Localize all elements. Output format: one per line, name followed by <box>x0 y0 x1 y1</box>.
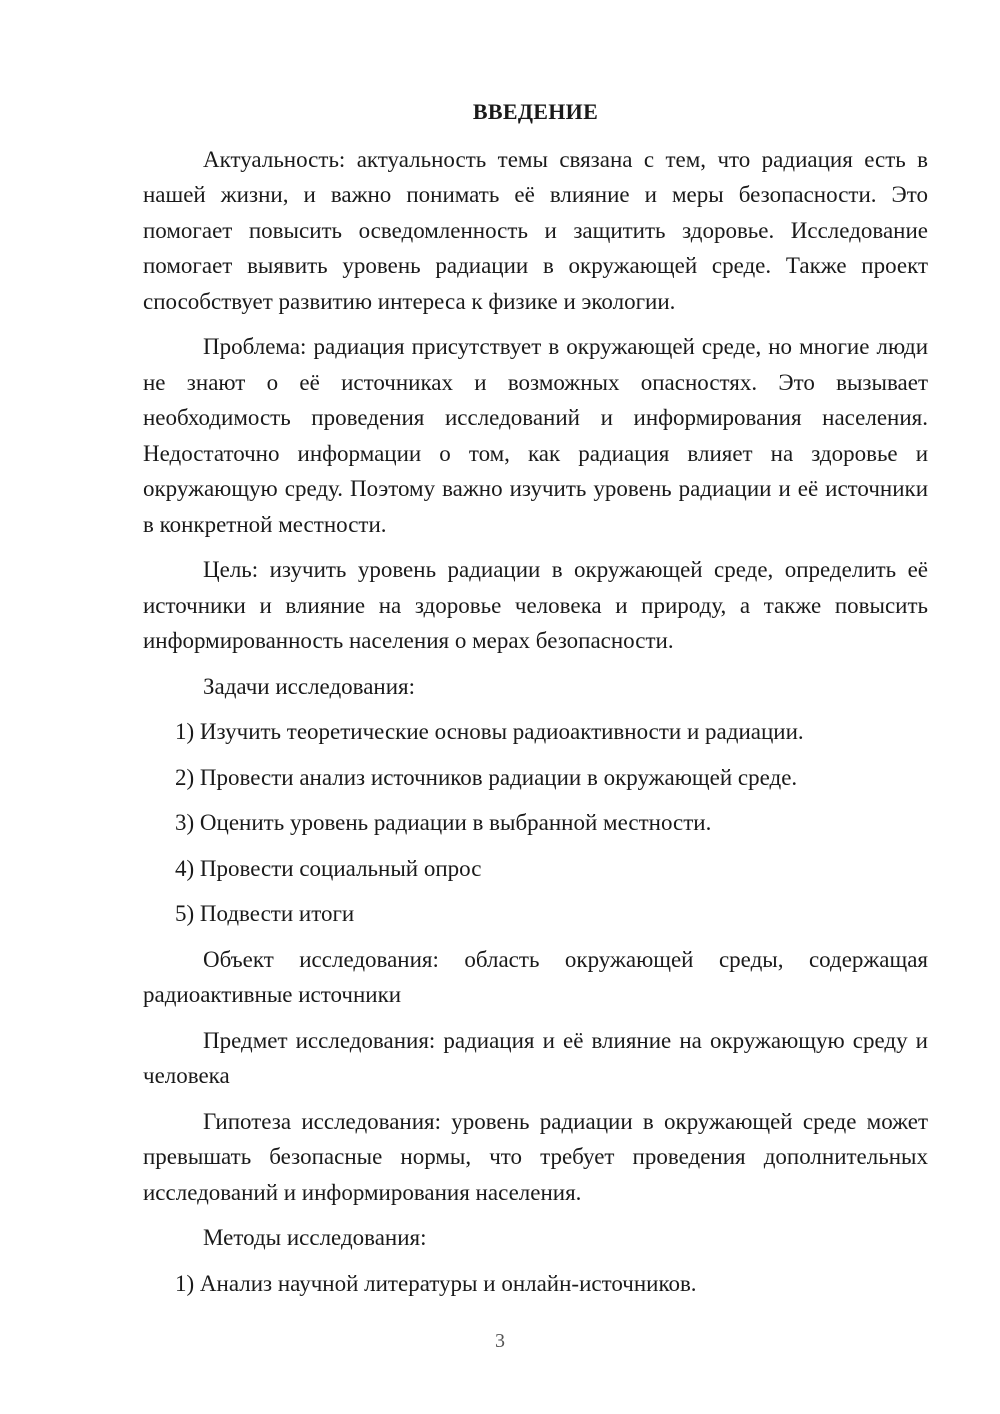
page-number: 3 <box>495 1330 505 1352</box>
section-title: ВВЕДЕНИЕ <box>472 99 599 124</box>
method-item: 1) Анализ научной литературы и онлайн-источников. <box>175 1270 697 1296</box>
relevance-paragraph: Актуальность: актуальность темы связана с тем, что радиация есть в нашей жизни, и важно понимать её влияние и меры безопасности. Это помогает повысить осведомленность и защитить здоровье. Исследование помогает выявить уровень радиации в окружающей среде. Также проект способствует развитию интереса к физике и экологии. <box>143 146 928 314</box>
tasks-list <box>143 714 928 932</box>
task-item: 2) Провести анализ источников радиации в окружающей среде. <box>175 764 798 790</box>
task-item: 3) Оценить уровень радиации в выбранной местности. <box>175 810 712 835</box>
subject-paragraph: Предмет исследования: радиация и её влияние на окружающую среду и человека <box>143 1027 928 1088</box>
object-paragraph: Объект исследования: область окружающей среды, содержащая радиоактивные источники <box>143 946 928 1007</box>
task-item: 5) Подвести итоги <box>175 901 355 926</box>
tasks-label: Задачи исследования: <box>203 673 416 699</box>
methods-label: Методы исследования: <box>203 1225 427 1250</box>
problem-paragraph: Проблема: радиация присутствует в окружающей среде, но многие люди не знают о её источниках и возможных опасностях. Это вызывает необходимость проведения исследований и информирования населения. Недостаточно информации о том, как радиация влияет на здоровье и окружающую среду. Поэтому важно изучить уровень радиации и её источники в конкретной местности. <box>143 334 928 537</box>
page-content <box>143 94 928 1311</box>
task-item: 1) Изучить теоретические основы радиоактивности и радиации. <box>175 719 804 744</box>
task-item: 4) Провести социальный опрос <box>175 855 482 881</box>
goal-paragraph: Цель: изучить уровень радиации в окружающей среде, определить её источники и влияние на здоровье человека и природу, а также повысить информированность населения о мерах безопасности. <box>143 557 928 653</box>
methods-list <box>143 1266 928 1302</box>
hypothesis-paragraph: Гипотеза исследования: уровень радиации в окружающей среде может превышать безопасные нормы, что требует проведения дополнительных исследований и информирования населения. <box>143 1108 928 1205</box>
